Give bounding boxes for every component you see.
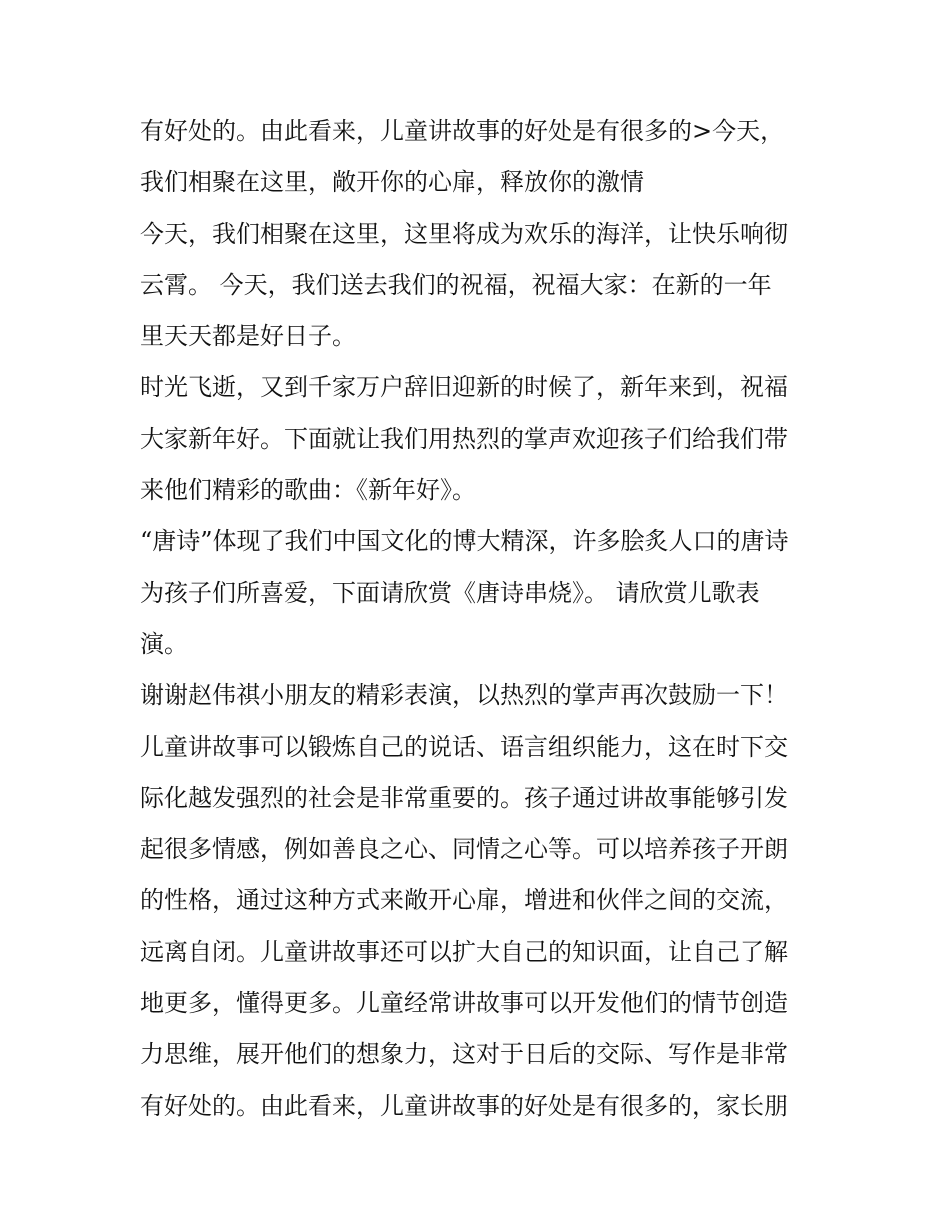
text-line: 有好处的。由此看来，儿童讲故事的好处是有很多的，家长朋 [140, 1091, 788, 1120]
text-line: 的性格，通过这种方式来敞开心扉，增进和伙伴之间的交流， [140, 886, 788, 915]
text-line: 时光飞逝，又到千家万户辞旧迎新的时候了，新年来到，祝福 [140, 373, 788, 402]
text-line: 我们相聚在这里，敞开你的心扉，释放你的激情 [140, 168, 644, 197]
text-line: 起很多情感，例如善良之心、同情之心等。可以培养孩子开朗 [140, 835, 788, 864]
text-line: 谢谢赵伟祺小朋友的精彩表演，以热烈的掌声再次鼓励一下！ [140, 681, 788, 710]
text-line: 为孩子们所喜爱，下面请欣赏《唐诗串烧》。 请欣赏儿歌表 [140, 578, 760, 607]
text-line: 远离自闭。儿童讲故事还可以扩大自己的知识面，让自己了解 [140, 937, 788, 966]
text-line: 儿童讲故事可以锻炼自己的说话、语言组织能力，这在时下交 [140, 732, 788, 761]
text-line: 有好处的。由此看来，儿童讲故事的好处是有很多的>今天， [140, 117, 785, 145]
text-line: 演。 [140, 629, 188, 658]
text-line: 今天，我们相聚在这里，这里将成为欢乐的海洋，让快乐响彻 [140, 219, 788, 248]
text-line: 大家新年好。下面就让我们用热烈的掌声欢迎孩子们给我们带 [140, 424, 788, 453]
text-line: 际化越发强烈的社会是非常重要的。孩子通过讲故事能够引发 [140, 783, 788, 812]
text-line: 力思维，展开他们的想象力，这对于日后的交际、写作是非常 [140, 1040, 788, 1069]
text-line: 地更多，懂得更多。儿童经常讲故事可以开发他们的情节创造 [140, 989, 788, 1018]
text-line: 来他们精彩的歌曲：《新年好》。 [140, 476, 476, 505]
body-text [140, 106, 820, 1132]
text-line: 里天天都是好日子。 [140, 322, 356, 351]
text-line: 云霄。 今天，我们送去我们的祝福，祝福大家：在新的一年 [140, 270, 772, 299]
text-line: “唐诗”体现了我们中国文化的博大精深，许多脍炙人口的唐诗 [140, 527, 789, 556]
